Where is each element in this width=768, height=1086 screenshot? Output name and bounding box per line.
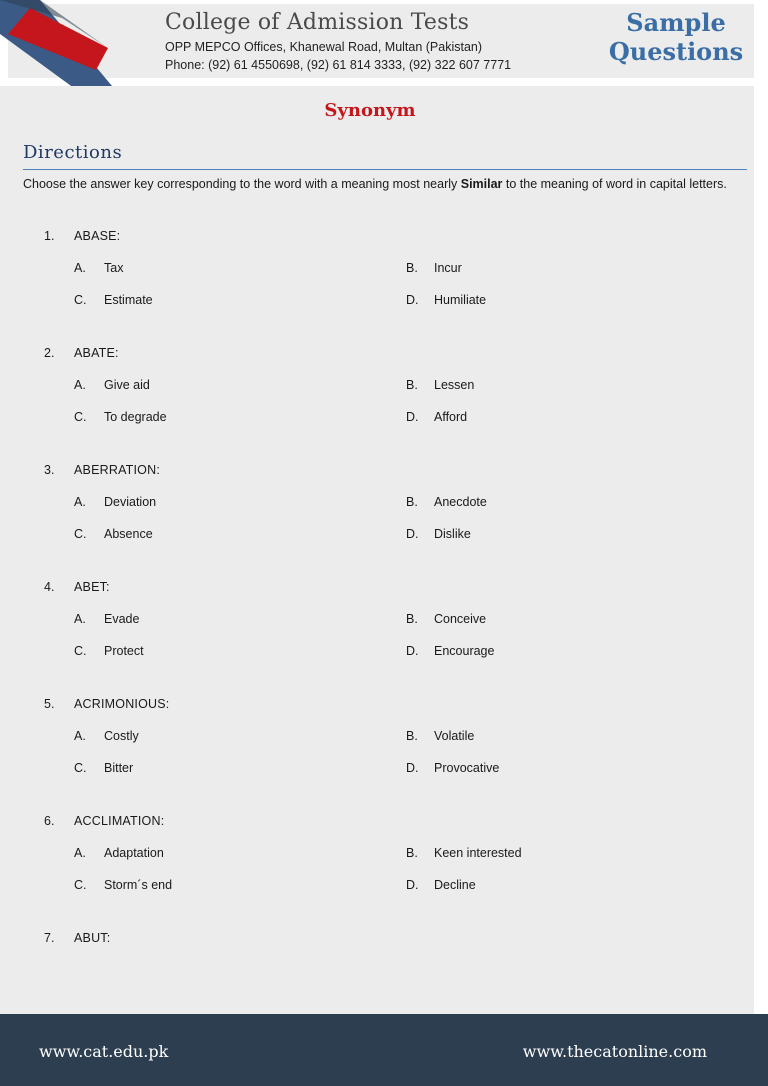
footer-website-link[interactable]: www.cat.edu.pk [39, 1042, 169, 1061]
option-text: Costly [104, 729, 139, 743]
sample-questions-badge [600, 8, 752, 66]
question-item [0, 346, 754, 456]
option-letter: B. [406, 495, 418, 509]
college-name: College of Admission Tests [165, 10, 470, 35]
option-text: Dislike [434, 527, 471, 541]
option-letter: B. [406, 261, 418, 275]
option-letter: A. [74, 729, 86, 743]
directions-emphasis: Similar [460, 177, 503, 191]
option-text: Encourage [434, 644, 495, 658]
option-text: Adaptation [104, 846, 164, 860]
option-letter: C. [74, 878, 87, 892]
college-address: OPP MEPCO Offices, Khanewal Road, Multan (Pakistan) [165, 40, 483, 54]
page-title: Synonym [324, 100, 416, 121]
option-letter: C. [74, 644, 87, 658]
option-letter: A. [74, 261, 86, 275]
option-text: Anecdote [434, 495, 487, 509]
question-number: 5. [44, 697, 55, 711]
question-word: ABUT: [74, 931, 111, 945]
directions-text-start: Choose the answer key corresponding to the word with a meaning most nearly [23, 177, 461, 191]
directions-text-end: to the meaning of word in capital letters. [502, 177, 727, 191]
option-letter: B. [406, 378, 418, 392]
question-number: 6. [44, 814, 55, 828]
option-text: Storm´s end [104, 878, 173, 892]
question-item [0, 697, 754, 807]
question-word: ABERRATION: [74, 463, 161, 477]
question-number: 2. [44, 346, 55, 360]
question-item [0, 580, 754, 690]
option-letter: D. [406, 878, 419, 892]
footer-online-link[interactable]: www.thecatonline.com [522, 1042, 707, 1061]
question-number: 3. [44, 463, 55, 477]
option-letter: A. [74, 495, 86, 509]
directions-divider [23, 169, 747, 170]
question-number: 7. [44, 931, 55, 945]
option-text: Deviation [104, 495, 157, 509]
option-text: Conceive [434, 612, 487, 626]
option-text: Absence [104, 527, 153, 541]
question-word: ACCLIMATION: [74, 814, 165, 828]
option-text: Estimate [104, 293, 153, 307]
option-text: Lessen [434, 378, 475, 392]
question-word: ACRIMONIOUS: [74, 697, 170, 711]
badge-line-1: Sample [626, 8, 726, 37]
directions-text [23, 175, 743, 194]
option-letter: C. [74, 293, 87, 307]
question-word: ABET: [74, 580, 110, 594]
option-letter: B. [406, 612, 418, 626]
question-item [0, 463, 754, 573]
option-letter: A. [74, 846, 86, 860]
option-text: Keen interested [434, 846, 522, 860]
option-letter: D. [406, 644, 419, 658]
option-letter: B. [406, 846, 418, 860]
question-word: ABATE: [74, 346, 119, 360]
directions-title: Directions [23, 142, 123, 163]
question-number: 1. [44, 229, 55, 243]
question-item [0, 814, 754, 924]
option-text: Evade [104, 612, 140, 626]
option-letter: C. [74, 761, 87, 775]
option-text: Provocative [434, 761, 500, 775]
college-phone: Phone: (92) 61 4550698, (92) 61 814 3333, (92) 322 607 7771 [165, 58, 512, 72]
option-text: Afford [434, 410, 468, 424]
option-text: Bitter [104, 761, 134, 775]
option-letter: C. [74, 410, 87, 424]
option-text: Give aid [104, 378, 150, 392]
option-letter: D. [406, 293, 419, 307]
option-letter: A. [74, 378, 86, 392]
option-text: Protect [104, 644, 144, 658]
option-text: Volatile [434, 729, 475, 743]
option-letter: D. [406, 761, 419, 775]
option-letter: B. [406, 729, 418, 743]
option-text: Decline [434, 878, 476, 892]
footer [0, 1014, 768, 1086]
option-letter: D. [406, 527, 419, 541]
option-text: Tax [104, 261, 124, 275]
question-item [0, 229, 754, 339]
question-word: ABASE: [74, 229, 121, 243]
option-text: Incur [434, 261, 462, 275]
question-number: 4. [44, 580, 55, 594]
option-letter: C. [74, 527, 87, 541]
option-text: To degrade [104, 410, 167, 424]
option-letter: D. [406, 410, 419, 424]
option-letter: A. [74, 612, 86, 626]
option-text: Humiliate [434, 293, 487, 307]
badge-line-2: Questions [608, 37, 744, 66]
